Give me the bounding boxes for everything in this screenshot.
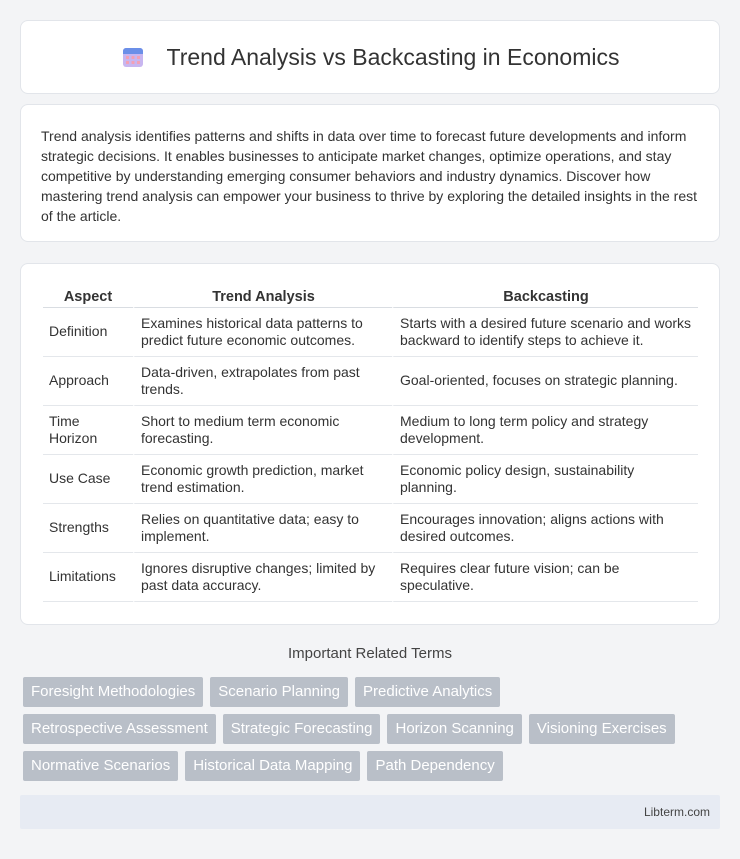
row-aspect: Approach: [43, 357, 133, 406]
header-backcasting: Backcasting: [392, 286, 698, 308]
tag-row: [23, 714, 723, 744]
tag-row: [23, 751, 723, 781]
tag-horizon-scanning[interactable]: Horizon Scanning: [387, 714, 521, 744]
footer: [20, 795, 720, 829]
related-terms-title: Important Related Terms: [288, 645, 452, 662]
row-aspect: Definition: [43, 308, 133, 357]
row-backcasting: Medium to long term policy and strategy development.: [392, 406, 698, 455]
tag-strategic-forecasting[interactable]: Strategic Forecasting: [223, 714, 381, 744]
tag-scenario-planning[interactable]: Scenario Planning: [210, 677, 348, 707]
header-trend-analysis: Trend Analysis: [133, 286, 392, 308]
comparison-table: [43, 286, 698, 602]
row-aspect: Time Horizon: [43, 406, 133, 455]
row-aspect: Strengths: [43, 504, 133, 553]
row-trend-analysis: Short to medium term economic forecasting.: [133, 406, 392, 455]
related-terms-list: [23, 677, 723, 788]
intro-card: [20, 104, 720, 242]
table-row: [43, 406, 698, 455]
comparison-card: [20, 263, 720, 625]
row-trend-analysis: Ignores disruptive changes; limited by past data accuracy.: [133, 553, 392, 602]
tag-historical-data-mapping[interactable]: Historical Data Mapping: [185, 751, 360, 781]
table-row: [43, 553, 698, 602]
row-aspect: Use Case: [43, 455, 133, 504]
row-backcasting: Economic policy design, sustainability planning.: [392, 455, 698, 504]
row-backcasting: Requires clear future vision; can be speculative.: [392, 553, 698, 602]
tag-row: [23, 677, 723, 707]
row-backcasting: Encourages innovation; aligns actions with desired outcomes.: [392, 504, 698, 553]
tag-normative-scenarios[interactable]: Normative Scenarios: [23, 751, 178, 781]
table-row: [43, 455, 698, 504]
row-trend-analysis: Relies on quantitative data; easy to implement.: [133, 504, 392, 553]
tag-retrospective-assessment[interactable]: Retrospective Assessment: [23, 714, 216, 744]
tag-foresight-methodologies[interactable]: Foresight Methodologies: [23, 677, 203, 707]
table-header-row: [43, 286, 698, 308]
row-backcasting: Goal-oriented, focuses on strategic planning.: [392, 357, 698, 406]
tag-path-dependency[interactable]: Path Dependency: [367, 751, 502, 781]
header-aspect: Aspect: [43, 286, 133, 308]
table-row: [43, 357, 698, 406]
tag-predictive-analytics[interactable]: Predictive Analytics: [355, 677, 500, 707]
row-aspect: Limitations: [43, 553, 133, 602]
row-trend-analysis: Data-driven, extrapolates from past trends.: [133, 357, 392, 406]
table-row: [43, 504, 698, 553]
row-backcasting: Starts with a desired future scenario and works backward to identify steps to achieve it.: [392, 308, 698, 357]
title-card: [20, 20, 720, 94]
page-title: Trend Analysis vs Backcasting in Economics: [166, 43, 620, 70]
intro-paragraph: Trend analysis identifies patterns and shifts in data over time to forecast future developments and inform strategic decisions. It enables businesses to anticipate market changes, optimize operations, and stay competitive by understanding emerging consumer behaviors and industry dynamics. Discover how mastering trend analysis can empower your business to thrive by exploring the detailed insights in the rest of the article.: [41, 128, 698, 224]
table-row: [43, 308, 698, 357]
tag-visioning-exercises[interactable]: Visioning Exercises: [529, 714, 675, 744]
calendar-icon: [121, 45, 145, 69]
row-trend-analysis: Economic growth prediction, market trend estimation.: [133, 455, 392, 504]
footer-site-link[interactable]: Libterm.com: [643, 805, 710, 819]
row-trend-analysis: Examines historical data patterns to predict future economic outcomes.: [133, 308, 392, 357]
